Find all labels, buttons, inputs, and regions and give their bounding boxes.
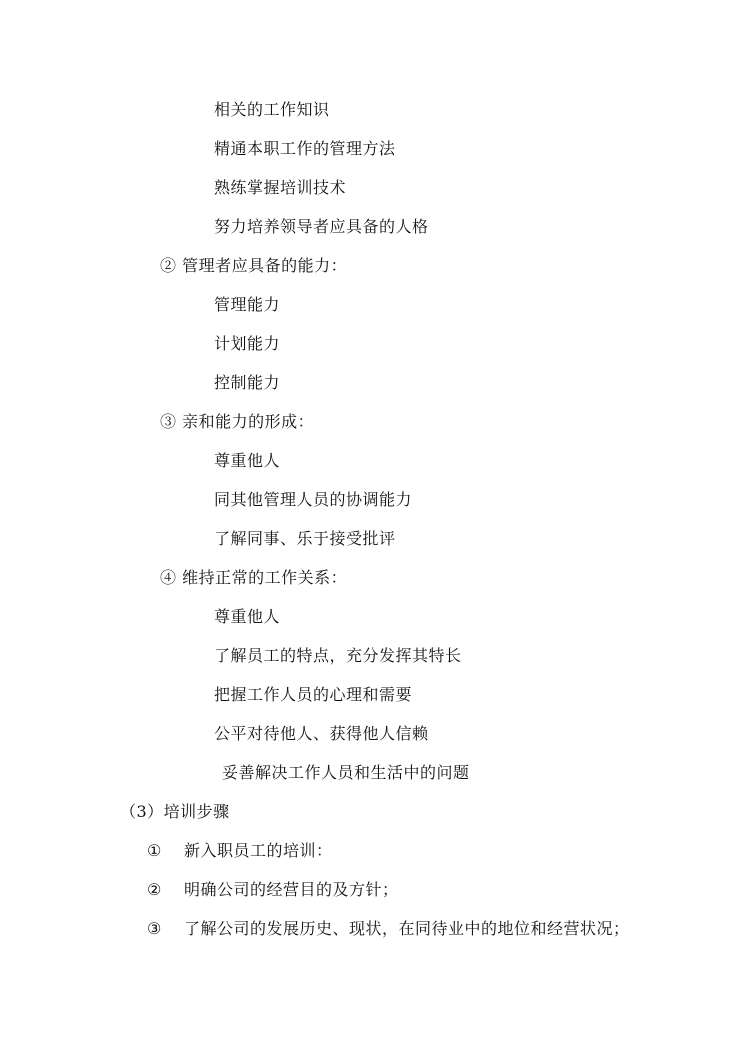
text-line: 尊重他人 (214, 607, 281, 626)
list-number: ① (147, 841, 162, 860)
text-line: 妥善解决工作人员和生活中的问题 (222, 763, 470, 782)
text-line: 熟练掌握培训技术 (214, 178, 347, 197)
text-line: 控制能力 (214, 373, 281, 392)
section-heading: （3）培训步骤 (120, 802, 230, 821)
text-line: 了解同事、乐于接受批评 (214, 529, 396, 548)
text-line: 精通本职工作的管理方法 (214, 139, 396, 158)
text-line: 同其他管理人员的协调能力 (214, 490, 413, 509)
list-item: 新入职员工的培训： (184, 841, 333, 860)
text-line: 努力培养领导者应具备的人格 (214, 217, 429, 236)
text-line: 了解员工的特点，充分发挥其特长 (214, 646, 462, 665)
subsection-heading: ② 管理者应具备的能力： (160, 256, 348, 275)
list-item: 了解公司的发展历史、现状，在同待业中的地位和经营状况； (184, 919, 630, 938)
text-line: 相关的工作知识 (214, 100, 330, 119)
subsection-heading: ④ 维持正常的工作关系： (160, 568, 348, 587)
text-line: 尊重他人 (214, 451, 281, 470)
subsection-heading: ③ 亲和能力的形成： (160, 412, 315, 431)
text-line: 计划能力 (214, 334, 281, 353)
text-line: 公平对待他人、获得他人信赖 (214, 724, 429, 743)
list-number: ② (147, 880, 162, 899)
list-number: ③ (147, 919, 162, 938)
list-item: 明确公司的经营目的及方针； (184, 880, 399, 899)
text-line: 管理能力 (214, 295, 281, 314)
text-line: 把握工作人员的心理和需要 (214, 685, 413, 704)
